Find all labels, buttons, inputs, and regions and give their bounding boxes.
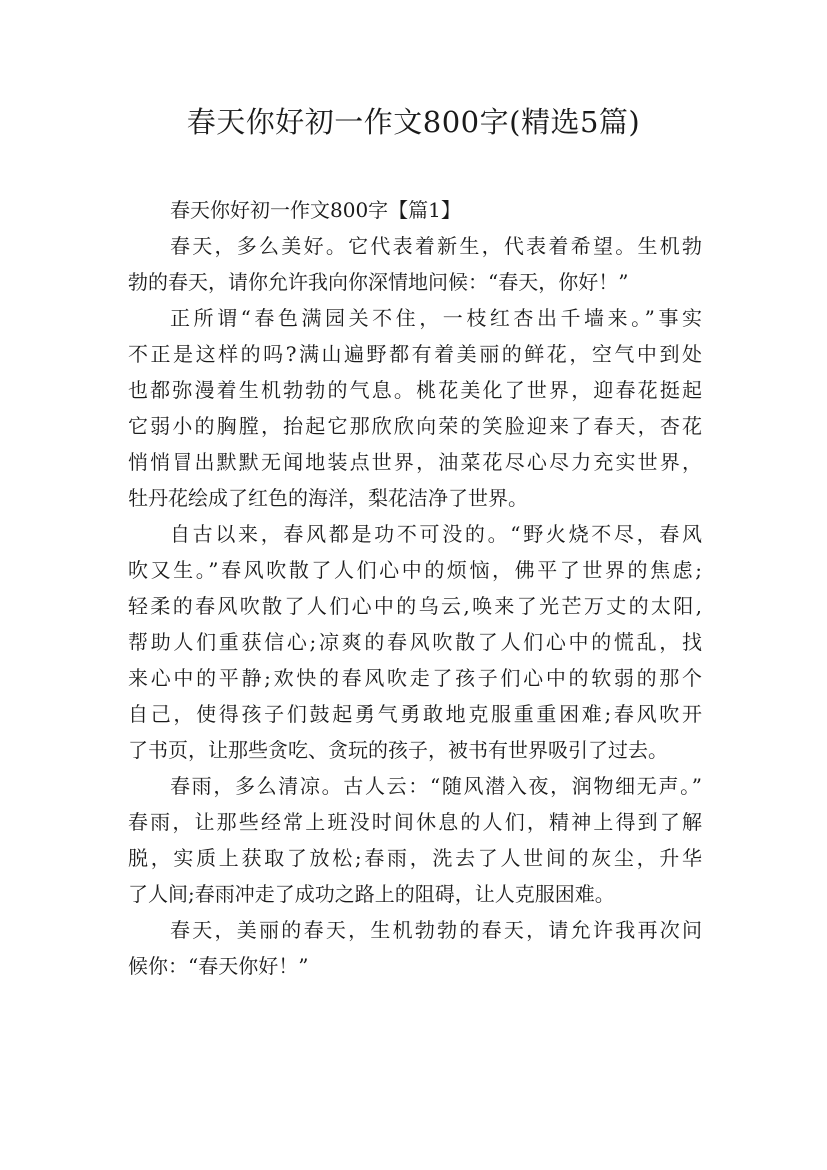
text-line: 春雨，多么清凉。古人云：“随风潜入夜，润物细无声。” — [170, 774, 702, 798]
text-line: 了人间;春雨冲走了成功之路上的阻碍，让人克服困难。 — [128, 882, 615, 906]
text-line: 正所谓“春色满园关不住，一枝红杏出千墙来。”事实 — [170, 306, 702, 330]
paragraph-4 — [128, 768, 702, 912]
text-line: 勃的春天，请你允许我向你深情地问候：“春天，你好！” — [128, 270, 629, 294]
article-body — [128, 192, 702, 984]
paragraph-2 — [128, 300, 702, 516]
text-line: 春雨，让那些经常上班没时间休息的人们，精神上得到了解 — [128, 810, 702, 834]
text-line: 来心中的平静;欢快的春风吹走了孩子们心中的软弱的那个 — [128, 666, 702, 690]
text-line: 它弱小的胸膛，抬起它那欣欣向荣的笑脸迎来了春天，杏花 — [128, 414, 702, 438]
text-line: 了书页，让那些贪吃、贪玩的孩子，被书有世界吸引了过去。 — [128, 738, 668, 762]
text-line: 帮助人们重获信心;凉爽的春风吹散了人们心中的慌乱，找 — [128, 630, 702, 654]
text-line: 春天，多么美好。它代表着新生，代表着希望。生机勃 — [170, 234, 702, 258]
text-line: 春天，美丽的春天，生机勃勃的春天，请允许我再次问 — [170, 918, 702, 942]
text-line: 轻柔的春风吹散了人们心中的乌云,唤来了光芒万丈的太阳, — [128, 594, 702, 618]
text-line: 悄悄冒出默默无闻地装点世界，油菜花尽心尽力充实世界， — [128, 450, 702, 474]
text-line: 不正是这样的吗?满山遍野都有着美丽的鲜花，空气中到处 — [128, 342, 702, 366]
paragraph-1 — [128, 228, 702, 300]
text-line: 自古以来，春风都是功不可没的。“野火烧不尽，春风 — [170, 522, 702, 546]
text-line: 自己，使得孩子们鼓起勇气勇敢地克服重重困难;春风吹开 — [128, 702, 702, 726]
paragraph-3 — [128, 516, 702, 768]
document-title: 春天你好初一作文800字(精选5篇) — [186, 105, 641, 139]
paragraph-5 — [128, 912, 702, 984]
section-heading: 春天你好初一作文800字【篇1】 — [170, 198, 461, 222]
text-line: 脱，实质上获取了放松;春雨，洗去了人世间的灰尘，升华 — [128, 846, 702, 870]
text-line: 候你：“春天你好！” — [128, 954, 309, 978]
text-line: 也都弥漫着生机勃勃的气息。桃花美化了世界，迎春花挺起 — [128, 378, 702, 402]
text-line: 吹又生。”春风吹散了人们心中的烦恼，佛平了世界的焦虑; — [128, 558, 702, 582]
text-line: 牡丹花绘成了红色的海洋，梨花洁净了世界。 — [128, 486, 528, 510]
